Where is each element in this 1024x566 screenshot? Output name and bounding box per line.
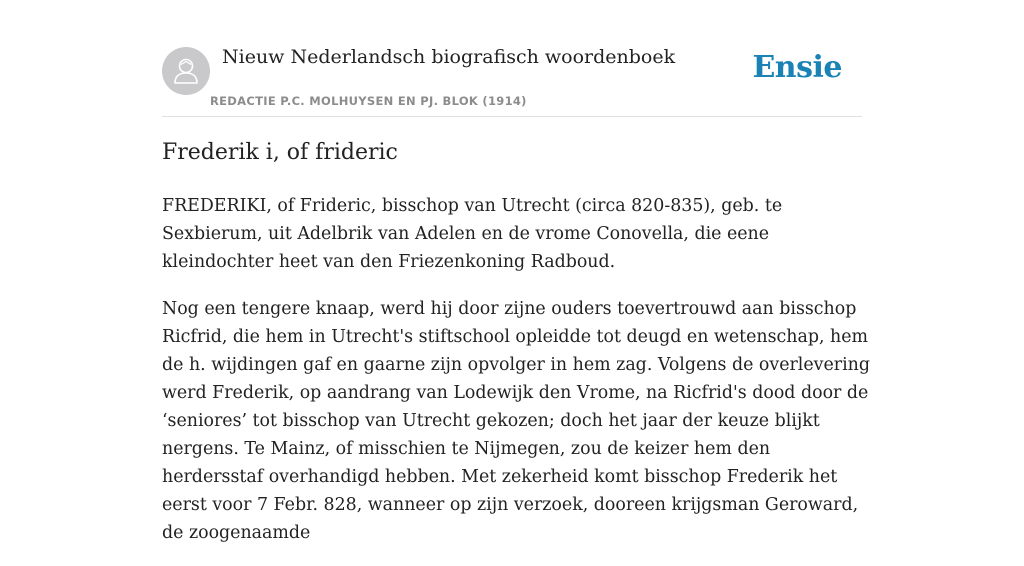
article-paragraph: Nog een tengere knaap, werd hij door zijne ouders toevertrouwd aan bisschop Ricfrid, die hem in Utrecht's stiftschool opleidde tot deugd en wetenschap, hem de h. wijdingen gaf en gaarne zijn opvolger in hem zag. Volgens de overlevering werd Frederik, op aandrang van Lodewijk den Vrome, na Ricfrid's dood door de ‘seniores’ tot bisschop van Utrecht gekozen; doch het jaar der keuze blijkt nergens. Te Mainz, of misschien te Nijmegen, zou de keizer hem den herdersstaf overhandigd hebben. Met zekerheid komt bisschop Frederik het eerst voor 7 Febr. 828, wanneer op zijn verzoek, dooreen krijgsman Geroward, de zoogenaamde xyxy=(162,299,870,543)
user-icon[interactable] xyxy=(162,47,210,95)
article-title: Frederik i, of frideric xyxy=(162,140,398,165)
book-header xyxy=(162,40,862,117)
book-editors: REDACTIE P.C. MOLHUYSEN EN PJ. BLOK (1914) xyxy=(210,94,527,108)
book-title[interactable]: Nieuw Nederlandsch biografisch woordenboek xyxy=(222,46,676,68)
article-paragraph: FREDERIKI, of Frideric, bisschop van Utrecht (circa 820-835), geb. te Sexbierum, uit Adelbrik van Adelen en de vrome Conovella, die eene kleindochter heet van den Friezenkoning Radboud. xyxy=(162,196,783,272)
article-body xyxy=(162,192,874,566)
ensie-logo[interactable]: Ensie xyxy=(752,50,842,85)
